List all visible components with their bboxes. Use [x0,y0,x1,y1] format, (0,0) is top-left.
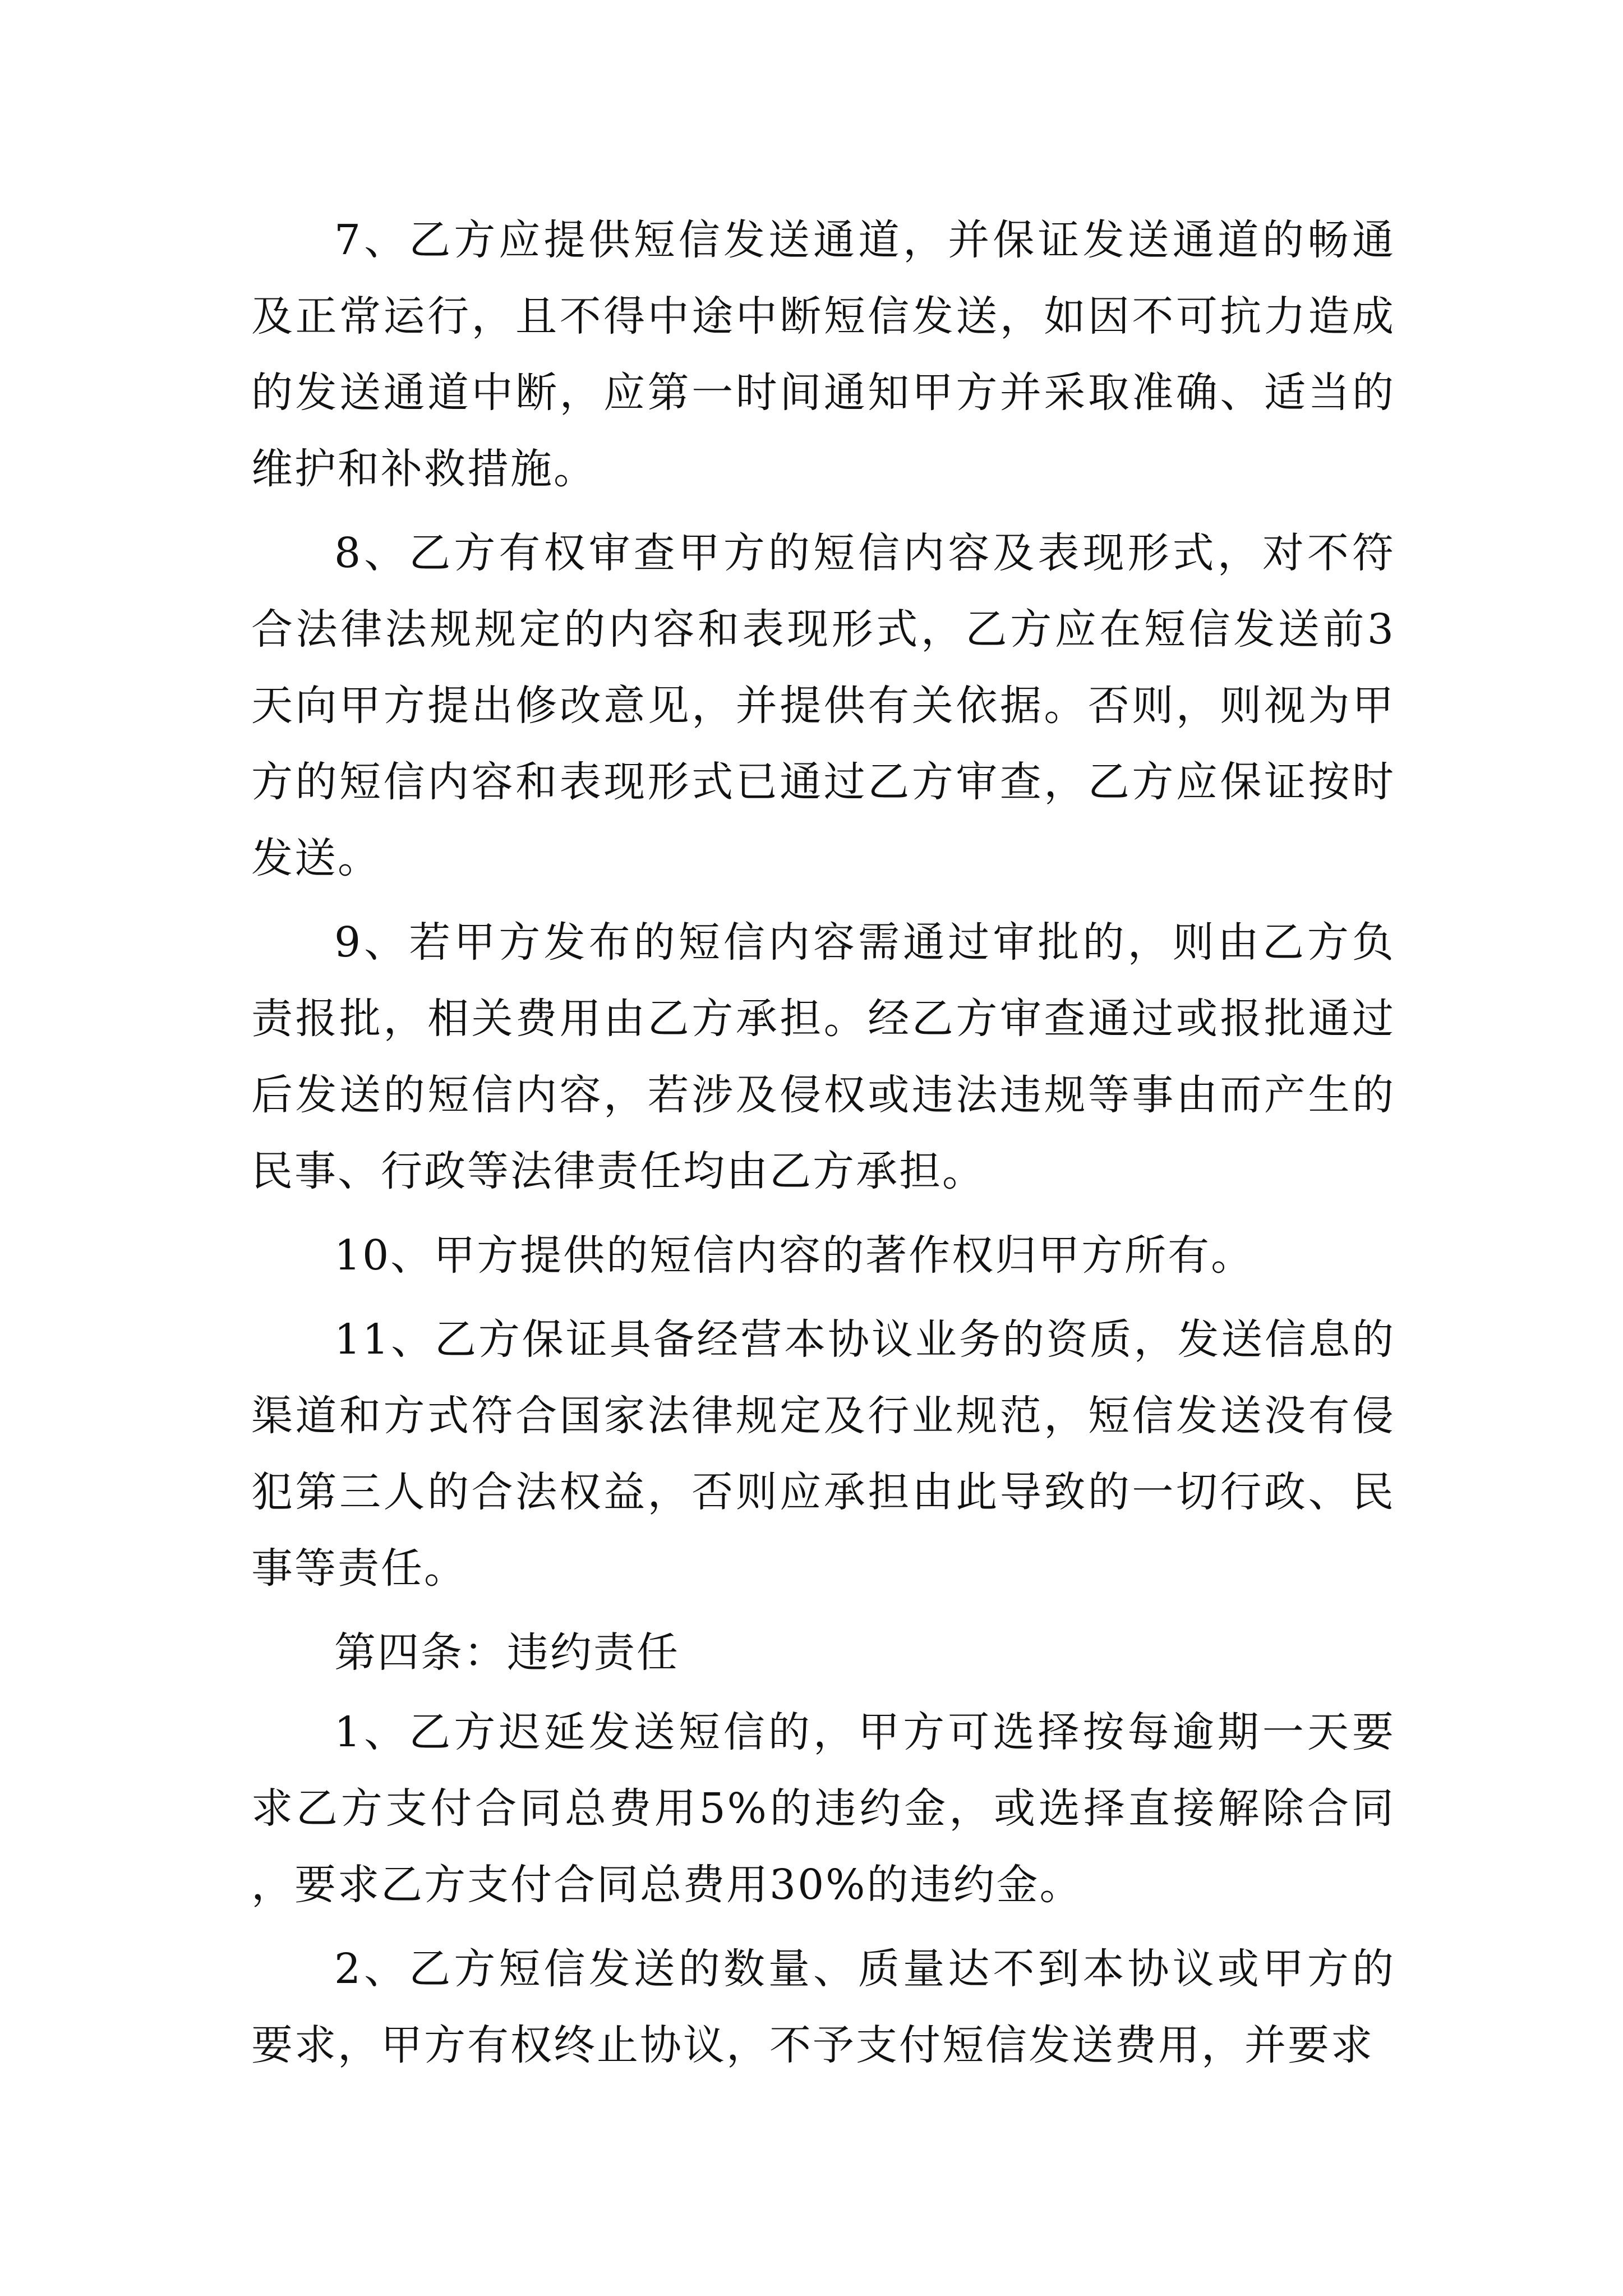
section-heading-article-4: 第四条：违约责任 [334,1628,680,1677]
paragraph-breach-1: 1、乙方迟延发送短信的，甲方可选择按每逾期一天要求乙方支付合同总费用5%的违约金，或选择直接解除合同，要求乙方支付合同总费用30%的违约金。 [251,1708,1395,1909]
paragraph-clause-8: 8、乙方有权审查甲方的短信内容及表现形式，对不符合法律法规规定的内容和表现形式，乙方应在短信发送前3天向甲方提出修改意见，并提供有关依据。否则，则视为甲方的短信内容和表现形式已通过乙方审查，乙方应保证按时发送。 [251,529,1395,882]
document-body [251,202,1395,2091]
paragraph-clause-10: 10、甲方提供的短信内容的著作权归甲方所有。 [334,1231,1255,1280]
paragraph-clause-11: 11、乙方保证具备经营本协议业务的资质，发送信息的渠道和方式符合国家法律规定及行业规范，短信发送没有侵犯第三人的合法权益，否则应承担由此导致的一切行政、民事等责任。 [251,1315,1395,1593]
paragraph-clause-7: 7、乙方应提供短信发送通道，并保证发送通道的畅通及正常运行，且不得中途中断短信发送，如因不可抗力造成的发送通道中断，应第一时间通知甲方并采取准确、适当的维护和补救措施。 [251,216,1395,493]
paragraph-breach-2: 2、乙方短信发送的数量、质量达不到本协议或甲方的要求，甲方有权终止协议，不予支付短信发送费用，并要求 [251,1945,1395,2069]
paragraph-clause-9: 9、若甲方发布的短信内容需通过审批的，则由乙方负责报批，相关费用由乙方承担。经乙方审查通过或报批通过后发送的短信内容，若涉及侵权或违法违规等事由而产生的民事、行政等法律责任均由乙方承担。 [251,918,1395,1195]
